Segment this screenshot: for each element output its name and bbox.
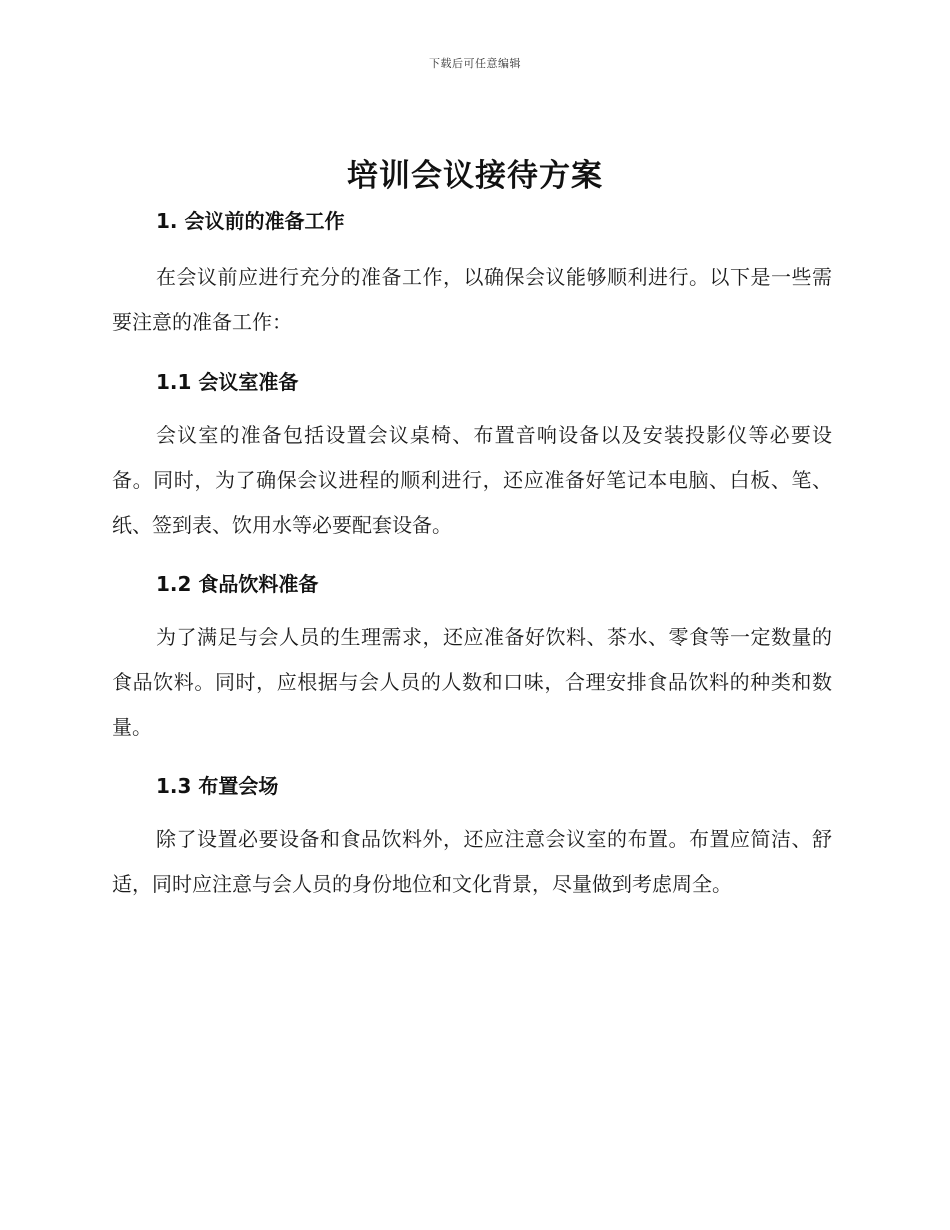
section-heading-1-3: 1.3 布置会场: [156, 774, 279, 798]
section-heading-1: 1. 会议前的准备工作: [156, 209, 345, 233]
document-body: [112, 204, 832, 907]
section-paragraph-1-3: 除了设置必要设备和食品饮料外，还应注意会议室的布置。布置应简洁、舒适，同时应注意与会人员的身份地位和文化背景，尽量做到考虑周全。: [112, 827, 832, 896]
section-paragraph-1-2: 为了满足与会人员的生理需求，还应准备好饮料、茶水、零食等一定数量的食品饮料。同时，应根据与会人员的人数和口味，合理安排食品饮料的种类和数量。: [112, 625, 832, 739]
section-paragraph-1-1: 会议室的准备包括设置会议桌椅、布置音响设备以及安装投影仪等必要设备。同时，为了确保会议进程的顺利进行，还应准备好笔记本电脑、白板、笔、纸、签到表、饮用水等必要配套设备。: [112, 423, 832, 537]
document-title: 培训会议接待方案: [347, 158, 603, 194]
section-heading-1-1: 1.1 会议室准备: [156, 370, 299, 394]
header-note: 下载后可任意编辑: [429, 57, 521, 70]
section-paragraph-1: 在会议前应进行充分的准备工作，以确保会议能够顺利进行。以下是一些需要注意的准备工作：: [112, 265, 832, 334]
section-heading-1-2: 1.2 食品饮料准备: [156, 572, 319, 596]
